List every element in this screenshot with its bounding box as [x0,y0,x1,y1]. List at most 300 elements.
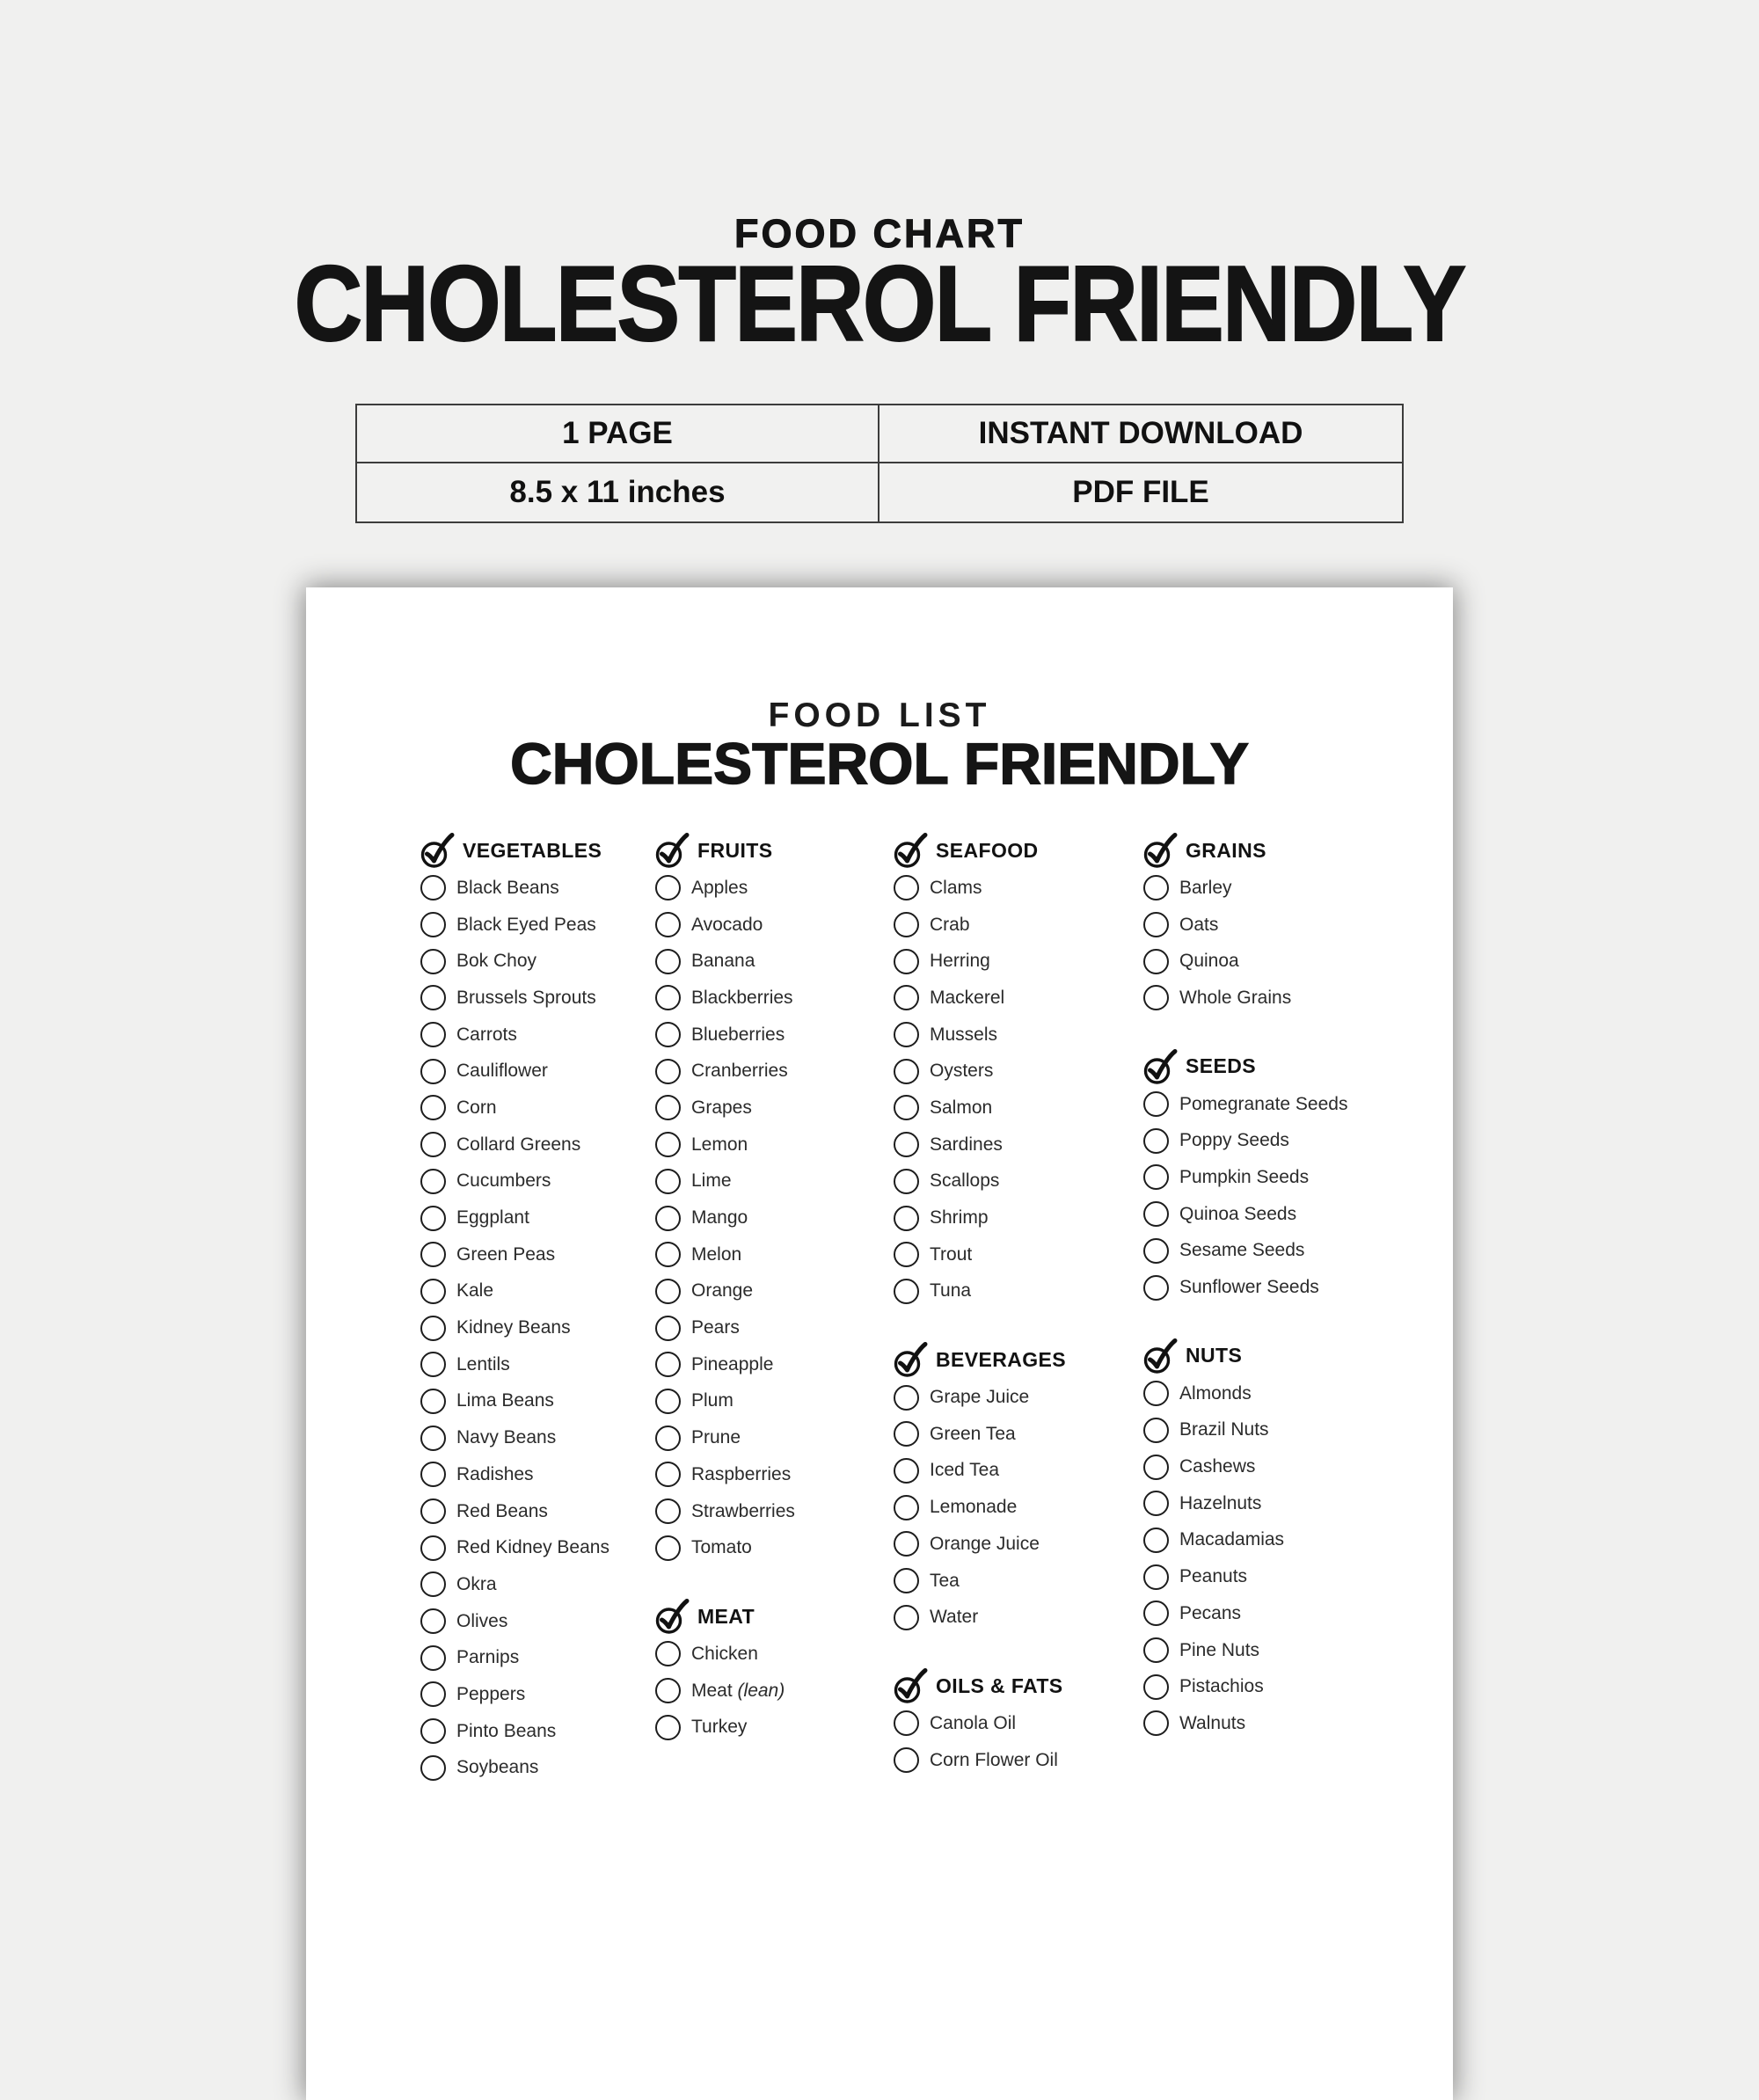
checklist-item [420,870,649,907]
checklist-item [420,907,649,944]
checklist-item [1143,1522,1407,1559]
checklist-item [894,1526,1140,1563]
checklist-item [420,1639,649,1676]
checklist-item [655,1017,887,1054]
checklist-item-label: Cranberries [691,1061,788,1082]
checklist-item [420,1750,649,1787]
empty-circle-icon [894,875,919,901]
checklist-item-label: Lemon [691,1134,748,1155]
category-header [655,831,887,870]
empty-circle-icon [420,1645,446,1671]
checklist-item-label: Sunflower Seeds [1179,1277,1319,1298]
empty-circle-icon [655,1426,681,1451]
checklist-item-label: Water [930,1607,979,1628]
checklist-item-label: Red Kidney Beans [456,1537,609,1558]
empty-circle-icon [894,1495,919,1520]
category-header [1143,1337,1407,1375]
empty-circle-icon [420,912,446,937]
checklist-item [1143,1269,1407,1306]
category-title: SEEDS [1186,1054,1256,1078]
category-title: MEAT [697,1604,755,1628]
checklist-item-label: Black Beans [456,877,559,898]
checklist-item-label: Cucumbers [456,1170,551,1192]
checklist-item-label: Pomegranate Seeds [1179,1093,1348,1114]
checklist-item-label: Macadamias [1179,1529,1285,1550]
category-header [655,1597,887,1636]
checklist-item [894,1053,1140,1090]
empty-circle-icon [655,1316,681,1341]
checklist-item-label: Parnips [456,1647,520,1668]
checklist-item [655,1456,887,1493]
empty-circle-icon [420,1681,446,1707]
checklist-item-label: Navy Beans [456,1427,557,1448]
checklist-item-label: Tea [930,1570,960,1591]
checked-circle-icon [655,1597,690,1636]
checklist-item-label: Pinto Beans [456,1720,557,1741]
checklist-item-label: Orange [691,1280,754,1302]
banner-kicker: FOOD CHART [734,211,1025,256]
checklist-item [894,943,1140,980]
empty-circle-icon [1143,985,1169,1010]
checklist-item [1143,1595,1407,1632]
checklist-item [655,1673,887,1710]
checklist-item [655,870,887,907]
checklist-item-label: Lime [691,1170,732,1192]
checklist-item [655,1419,887,1456]
checklist-item [655,1236,887,1273]
checklist-item [420,1273,649,1310]
checklist-item [420,1017,649,1054]
category-header [894,831,1140,870]
category-header [420,831,649,870]
empty-circle-icon [894,1169,919,1194]
checklist-item [894,1163,1140,1200]
checklist-item-label: Meat (lean) [691,1680,785,1701]
checklist-item-label: Raspberries [691,1463,792,1484]
checklist-item-label: Grapes [691,1097,752,1118]
page-kicker: FOOD LIST [768,696,991,734]
empty-circle-icon [420,1426,446,1451]
empty-circle-icon [655,1641,681,1666]
category-title: VEGETABLES [463,838,602,862]
checklist-item-label: Oats [1179,914,1219,935]
checklist-item-label: Collard Greens [456,1134,581,1155]
checklist-item-label: Black Eyed Peas [456,914,596,935]
checklist-item-label: Barley [1179,877,1232,898]
checklist-item-label: Radishes [456,1463,534,1484]
checklist-item [1143,1412,1407,1449]
checklist-item-label: Trout [930,1243,973,1265]
checklist-item-label: Banana [691,951,755,972]
checklist-column-1 [420,831,649,1786]
checklist-item-label: Olives [456,1610,508,1631]
empty-circle-icon [894,1531,919,1557]
checklist-item [1143,1375,1407,1412]
checklist-item-label: Cauliflower [456,1061,548,1082]
checklist-item [420,943,649,980]
checklist-item [655,1163,887,1200]
empty-circle-icon [894,1242,919,1267]
checklist-item [1143,1233,1407,1270]
checklist-item [894,1742,1140,1779]
empty-circle-icon [420,1206,446,1231]
checklist-item-label: Canola Oil [930,1712,1017,1733]
checklist-item [655,980,887,1017]
empty-circle-icon [420,1316,446,1341]
product-info-table [355,404,1404,523]
empty-circle-icon [655,912,681,937]
checklist-item [894,1127,1140,1163]
empty-circle-icon [420,1352,446,1377]
checklist-item [420,1566,649,1603]
checklist-item [420,1127,649,1163]
category-header [894,1666,1140,1705]
checklist-item-label: Red Beans [456,1500,548,1521]
checklist-item [420,1456,649,1493]
checklist-item [655,1383,887,1420]
checklist-item-label: Blackberries [691,987,793,1008]
checklist-item [655,1273,887,1310]
empty-circle-icon [1143,1491,1169,1516]
checklist-item-label: Avocado [691,914,763,935]
category-title: OILS & FATS [936,1673,1063,1697]
checklist-item [420,1493,649,1530]
checklist-item-label: Crab [930,914,970,935]
checklist-item [420,1383,649,1420]
checklist-item-label: Strawberries [691,1500,795,1521]
checklist-item [655,1529,887,1566]
checklist-item-label: Clams [930,877,982,898]
checklist-item-label: Lima Beans [456,1390,554,1411]
checklist-item [894,1090,1140,1127]
empty-circle-icon [1143,1637,1169,1663]
empty-circle-icon [420,1462,446,1487]
checklist-item-label: Brazil Nuts [1179,1419,1269,1440]
checklist-item [1143,943,1407,980]
empty-circle-icon [420,1095,446,1120]
checklist-item-label: Carrots [456,1024,517,1045]
checklist-item [420,1676,649,1713]
checklist-item [420,1713,649,1750]
checklist-item [655,1636,887,1673]
empty-circle-icon [655,949,681,974]
checklist-item-label: Shrimp [930,1207,989,1229]
checklist-item-label: Cashews [1179,1456,1256,1477]
empty-circle-icon [894,1022,919,1047]
checklist-item [894,1453,1140,1490]
empty-circle-icon [655,1206,681,1231]
empty-circle-icon [894,949,919,974]
empty-circle-icon [1143,1674,1169,1700]
checklist-item [420,980,649,1017]
checklist-item [1143,1558,1407,1595]
checklist-item [1143,1159,1407,1196]
checklist-item-label: Soybeans [456,1757,539,1778]
empty-circle-icon [420,875,446,901]
checklist-item [1143,1485,1407,1522]
checklist-item [1143,1632,1407,1669]
empty-circle-icon [894,1605,919,1630]
empty-circle-icon [894,1421,919,1447]
checked-circle-icon [894,1666,929,1705]
checklist-item-label: Scallops [930,1170,1000,1192]
empty-circle-icon [655,1678,681,1703]
checklist-item-label: Lemonade [930,1497,1018,1518]
checklist-column-3 [894,831,1140,1778]
empty-circle-icon [894,912,919,937]
checklist-item-label: Apples [691,877,748,898]
empty-circle-icon [1143,1164,1169,1190]
checklist-column-2 [655,831,887,1746]
food-category-section [894,1666,1140,1778]
empty-circle-icon [420,1279,446,1304]
checklist-item [894,870,1140,907]
empty-circle-icon [420,1389,446,1414]
checked-circle-icon [420,831,456,870]
checklist-item-label: Salmon [930,1097,993,1118]
checklist-item-label: Corn Flower Oil [930,1749,1058,1770]
food-category-section [1143,1047,1407,1306]
empty-circle-icon [1143,1601,1169,1626]
checklist-item-label: Quinoa [1179,951,1239,972]
empty-circle-icon [1143,1528,1169,1553]
checklist-item-label: Green Peas [456,1243,556,1265]
empty-circle-icon [655,1389,681,1414]
empty-circle-icon [1143,1381,1169,1406]
checklist-item [1143,870,1407,907]
empty-circle-icon [420,1242,446,1267]
category-title: BEVERAGES [936,1347,1067,1371]
checklist-item-label: Whole Grains [1179,987,1292,1008]
empty-circle-icon [1143,1710,1169,1736]
checklist-item [655,1090,887,1127]
checklist-item-label: Green Tea [930,1423,1016,1444]
checklist-item [420,1053,649,1090]
checked-circle-icon [894,831,929,870]
checked-circle-icon [655,831,690,870]
empty-circle-icon [420,1535,446,1561]
category-header [1143,831,1407,870]
empty-circle-icon [894,1059,919,1084]
empty-circle-icon [420,1608,446,1634]
checklist-item-label: Sardines [930,1134,1003,1155]
checked-circle-icon [894,1340,929,1379]
category-title: FRUITS [697,838,773,862]
checklist-item [655,907,887,944]
empty-circle-icon [894,1747,919,1773]
checklist-item [420,1419,649,1456]
empty-circle-icon [1143,1201,1169,1227]
category-title: GRAINS [1186,838,1266,862]
category-title: SEAFOOD [936,838,1039,862]
checklist-item-label: Pistachios [1179,1676,1264,1697]
checklist-item-label: Oysters [930,1061,994,1082]
checklist-item-label: Plum [691,1390,734,1411]
checklist-item-label: Poppy Seeds [1179,1130,1289,1151]
empty-circle-icon [420,1498,446,1524]
checklist-item-label: Chicken [691,1643,758,1664]
empty-circle-icon [655,1715,681,1740]
checklist-item-label: Pumpkin Seeds [1179,1166,1310,1187]
food-category-section [1143,1337,1407,1742]
checklist-item-label: Okra [456,1573,497,1594]
checklist-item-label: Quinoa Seeds [1179,1203,1297,1224]
checklist-item [420,1090,649,1127]
empty-circle-icon [420,1132,446,1157]
checklist-item [420,1346,649,1383]
empty-circle-icon [894,1206,919,1231]
empty-circle-icon [420,949,446,974]
empty-circle-icon [420,1059,446,1084]
empty-circle-icon [1143,1128,1169,1154]
checklist-item-label: Pecans [1179,1602,1242,1623]
checklist-item [1143,1086,1407,1123]
food-category-section [655,831,887,1566]
empty-circle-icon [1143,1091,1169,1117]
checklist-item [894,1416,1140,1453]
checklist-item [1143,1448,1407,1485]
checklist-item [894,1599,1140,1636]
checklist-item-label: Lentils [456,1353,510,1374]
empty-circle-icon [1143,875,1169,901]
empty-circle-icon [655,1242,681,1267]
checklist-item [894,1563,1140,1600]
checklist-item-label: Mango [691,1207,748,1229]
checklist-item-label: Mackerel [930,987,1005,1008]
empty-circle-icon [1143,1564,1169,1590]
empty-circle-icon [1143,1418,1169,1443]
checked-circle-icon [1143,831,1179,870]
empty-circle-icon [420,1022,446,1047]
checklist-item-label: Orange Juice [930,1533,1040,1554]
empty-circle-icon [1143,949,1169,974]
empty-circle-icon [894,985,919,1010]
empty-circle-icon [420,1571,446,1597]
checked-circle-icon [1143,1047,1179,1086]
checked-circle-icon [1143,1337,1179,1375]
checklist-item-label: Sesame Seeds [1179,1240,1305,1261]
category-header [894,1340,1140,1379]
checklist-item [420,1199,649,1236]
empty-circle-icon [655,1132,681,1157]
empty-circle-icon [655,1498,681,1524]
empty-circle-icon [894,1458,919,1484]
checklist-item [420,1529,649,1566]
info-cell-pages: 1 PAGE [357,405,880,463]
empty-circle-icon [655,1022,681,1047]
checklist-item [655,1493,887,1530]
empty-circle-icon [894,1279,919,1304]
empty-circle-icon [655,1095,681,1120]
banner-title: CHOLESTEROL FRIENDLY [294,244,1465,363]
checklist-item-label: Pine Nuts [1179,1639,1260,1660]
checklist-item-label: Peppers [456,1683,526,1704]
checklist-item [894,1236,1140,1273]
checklist-item-label: Pears [691,1317,740,1338]
checklist-item [655,1127,887,1163]
checklist-item-label: Brussels Sprouts [456,987,596,1008]
empty-circle-icon [420,1718,446,1744]
food-category-section [420,831,649,1786]
checklist-item [655,1346,887,1383]
checklist-item [894,980,1140,1017]
checklist-item [1143,1122,1407,1159]
page-title: CHOLESTEROL FRIENDLY [510,731,1249,796]
empty-circle-icon [894,1095,919,1120]
checklist-item [894,1199,1140,1236]
empty-circle-icon [655,1279,681,1304]
checklist-item [1143,907,1407,944]
empty-circle-icon [894,1710,919,1736]
empty-circle-icon [655,1535,681,1561]
checklist-item-label: Kidney Beans [456,1317,571,1338]
empty-circle-icon [894,1385,919,1411]
checklist-item [1143,1668,1407,1705]
category-title: NUTS [1186,1344,1243,1367]
checklist-item [1143,1705,1407,1742]
checklist-item-label: Corn [456,1097,497,1118]
checklist-item [420,1603,649,1640]
paper-mockup [306,587,1453,2100]
checklist-item [420,1163,649,1200]
checklist-item [655,1709,887,1746]
category-header [1143,1047,1407,1086]
checklist-item [894,1017,1140,1054]
empty-circle-icon [1143,1238,1169,1264]
empty-circle-icon [420,985,446,1010]
checklist-item [655,943,887,980]
checklist-item-label: Herring [930,951,990,972]
checklist-item-label: Tomato [691,1537,752,1558]
checklist-item [655,1053,887,1090]
checklist-item-label: Grape Juice [930,1387,1030,1408]
checklist-item-label: Peanuts [1179,1566,1248,1587]
info-cell-download: INSTANT DOWNLOAD [880,405,1402,463]
checklist-item-label: Prune [691,1427,741,1448]
empty-circle-icon [655,1059,681,1084]
empty-circle-icon [1143,1275,1169,1301]
info-cell-filetype: PDF FILE [1072,475,1209,509]
food-category-section [655,1597,887,1746]
empty-circle-icon [894,1568,919,1593]
empty-circle-icon [420,1169,446,1194]
checklist-item [1143,980,1407,1017]
checklist-column-4 [1143,831,1407,1742]
checklist-item-label: Turkey [691,1717,748,1738]
empty-circle-icon [655,1352,681,1377]
checklist-item [655,1309,887,1346]
checklist-item-label: Bok Choy [456,951,537,972]
checklist-item-label: Iced Tea [930,1460,1000,1481]
checklist-item-label: Pineapple [691,1353,774,1374]
empty-circle-icon [1143,912,1169,937]
checklist-item [894,1273,1140,1310]
checklist-item [894,1705,1140,1742]
empty-circle-icon [655,1169,681,1194]
checklist-item-label: Blueberries [691,1024,785,1045]
food-category-section [894,1340,1140,1636]
empty-circle-icon [655,985,681,1010]
info-cell-size: 8.5 x 11 inches [357,463,880,521]
checklist-item-label: Walnuts [1179,1712,1246,1733]
empty-circle-icon [655,1462,681,1487]
checklist-item [894,1379,1140,1416]
checklist-item-label: Almonds [1179,1382,1252,1404]
checklist-item-label: Melon [691,1243,742,1265]
checklist-item-label: Eggplant [456,1207,529,1229]
checklist-item-label: Mussels [930,1024,998,1045]
food-category-section [894,831,1140,1309]
